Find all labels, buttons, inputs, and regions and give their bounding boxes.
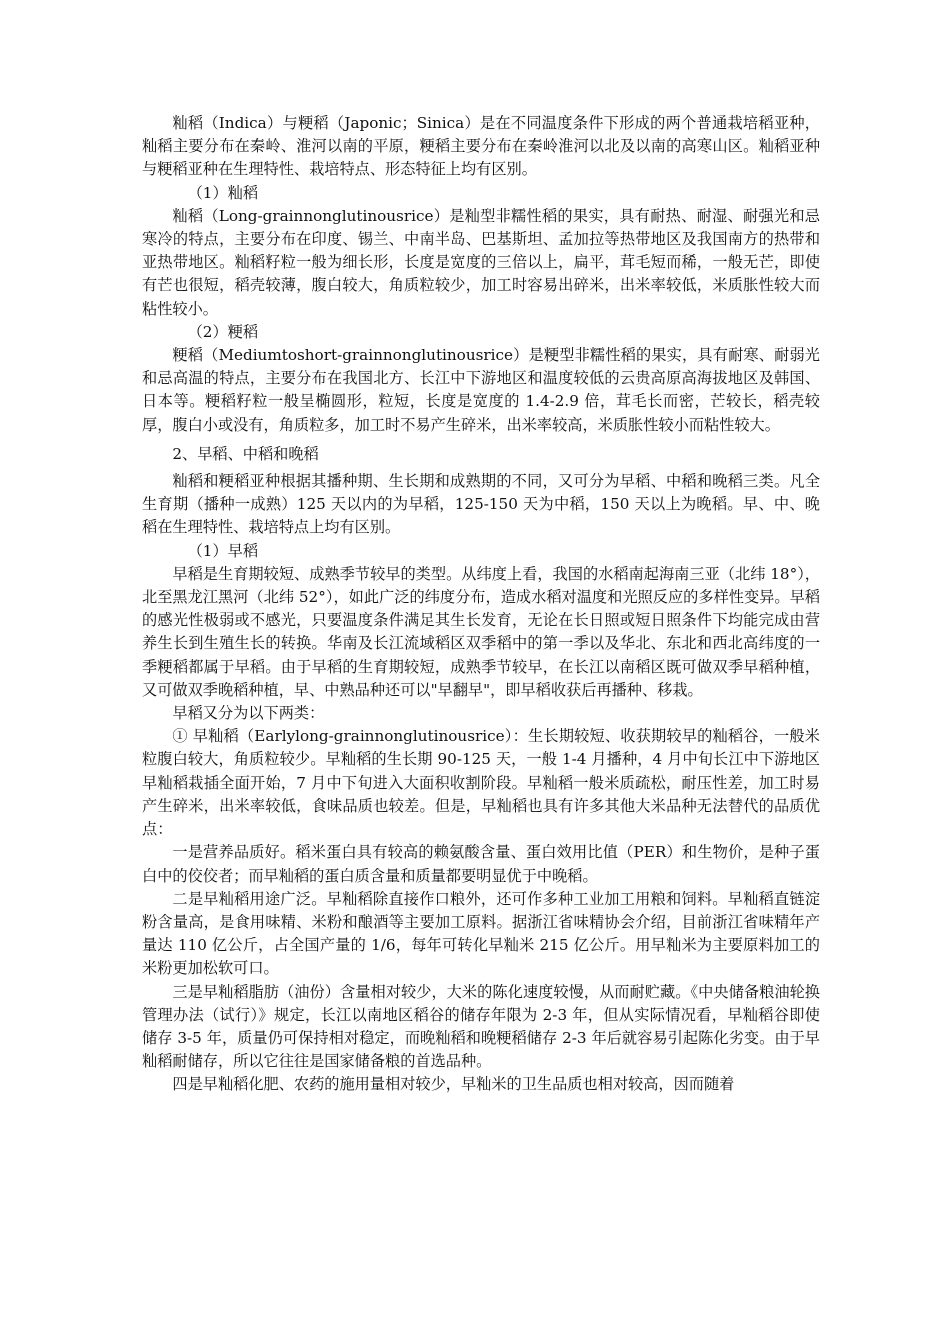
section-heading-early-rice: （1）早稻 <box>187 541 259 560</box>
early-indica-paragraph: ① 早籼稻（Earlylong-grainnonglutinousrice）：生长期较短、收获期较早的籼稻谷，一般米粒腹白较大，角质粒较少。早籼稻的生长期 90-125 天，一般 1-4 月播种，4 月中旬长江中下游地区早籼稻栽插全面开始，7 月中下旬进入大面积收割阶段。早籼稻一般米质疏松，耐压性差，加工时易产生碎米，出米率较低，食味品质也较差。但是，早籼稻也具有许多其他大米品种无法替代的品质优点： <box>142 727 820 839</box>
section-heading-indica: （1）籼稻 <box>187 183 259 202</box>
japonica-paragraph: 粳稻（Mediumtoshort-grainnonglutinousrice）是粳型非糯性稻的果实，具有耐寒、耐弱光和忌高温的特点，主要分布在我国北方、长江中下游地区和温度较低的云贵高原高海拔地区及韩国、日本等。粳稻籽粒一般呈椭圆形，粒短，长度是宽度的 1.4-2.9 倍，茸毛长而密，芒较长，稻壳较厚，腹白小或没有，角质粒多，加工时不易产生碎米，出米率较高，米质胀性较小而粘性较大。 <box>142 346 820 434</box>
advantage-four-paragraph: 四是早籼稻化肥、农药的施用量相对较少，早籼米的卫生品质也相对较高，因而随着 <box>172 1075 735 1094</box>
advantage-one-paragraph: 一是营养品质好。稻米蛋白具有较高的赖氨酸含量、蛋白效用比值（PER）和生物价，是种子蛋白中的佼佼者；而早籼稻的蛋白质含量和质量都要明显优于中晚稻。 <box>142 843 820 885</box>
intro-paragraph: 籼稻（Indica）与粳稻（Japonic；Sinica）是在不同温度条件下形成的两个普通栽培稻亚种，籼稻主要分布在秦岭、淮河以南的平原，粳稻主要分布在秦岭淮河以北及以南的高寒山区。籼稻亚种与粳稻亚种在生理特性、栽培特点、形态特征上均有区别。 <box>142 114 820 179</box>
seasons-paragraph: 籼稻和粳稻亚种根据其播种期、生长期和成熟期的不同，又可分为早稻、中稻和晚稻三类。凡全生育期（播种一成熟）125 天以内的为早稻，125-150 天为中稻，150 天以上为晚稻。早、中、晚稻在生理特性、栽培特点上均有区别。 <box>142 472 820 537</box>
document-body <box>142 112 820 1097</box>
advantage-two-paragraph: 二是早籼稻用途广泛。早籼稻除直接作口粮外，还可作多种工业加工用粮和饲料。早籼稻直链淀粉含量高，是食用味精、米粉和酿酒等主要加工原料。据浙江省味精协会介绍，目前浙江省味精年产量达 110 亿公斤，占全国产量的 1/6，每年可转化早籼米 215 亿公斤。用早籼米为主要原料加工的米粉更加松软可口。 <box>142 889 820 978</box>
indica-paragraph: 籼稻（Long-grainnonglutinousrice）是籼型非糯性稻的果实，具有耐热、耐湿、耐强光和忌寒冷的特点，主要分布在印度、锡兰、中南半岛、巴基斯坦、孟加拉等热带地区及我国南方的热带和亚热带地区。籼稻籽粒一般为细长形，长度是宽度的三倍以上，扁平，茸毛短而稀，一般无芒，即使有芒也很短，稻壳较薄，腹白较大，角质粒较少，加工时容易出碎米，出米率较低，米质胀性较大而粘性较小。 <box>142 206 820 318</box>
early-rice-paragraph: 早稻是生育期较短、成熟季节较早的类型。从纬度上看，我国的水稻南起海南三亚（北纬 18°），北至黑龙江黑河（北纬 52°），如此广泛的纬度分布，造成水稻对温度和光照反应的多样性变异。早稻的感光性极弱或不感光，只要温度条件满足其生长发育，无论在长日照或短日照条件下均能完成由营养生长到生殖生长的转换。华南及长江流域稻区双季稻中的第一季以及华北、东北和西北高纬度的一季粳稻都属于早稻。由于早稻的生育期较短，成熟季节较早，在长江以南稻区既可做双季早稻种植，又可做双季晚稻种植，早、中熟品种还可以"早翻早"，即早稻收获后再播种、移栽。 <box>142 564 820 699</box>
section-heading-seasons: 2、早稻、中稻和晚稻 <box>172 444 319 463</box>
section-heading-japonica: （2）粳稻 <box>187 322 259 341</box>
early-rice-types-paragraph: 早稻又分为以下两类： <box>172 704 325 723</box>
advantage-three-paragraph: 三是早籼稻脂肪（油份）含量相对较少，大米的陈化速度较慢，从而耐贮藏。《中央储备粮油轮换管理办法（试行）》规定，长江以南地区稻谷的储存年限为 2-3 年，但从实际情况看，早籼稻谷即使储存 3-5 年，质量仍可保持相对稳定，而晚籼稻和晚粳稻储存 2-3 年后就容易引起陈化劣变。由于早籼稻耐储存，所以它往往是国家储备粮的首选品种。 <box>142 982 820 1071</box>
